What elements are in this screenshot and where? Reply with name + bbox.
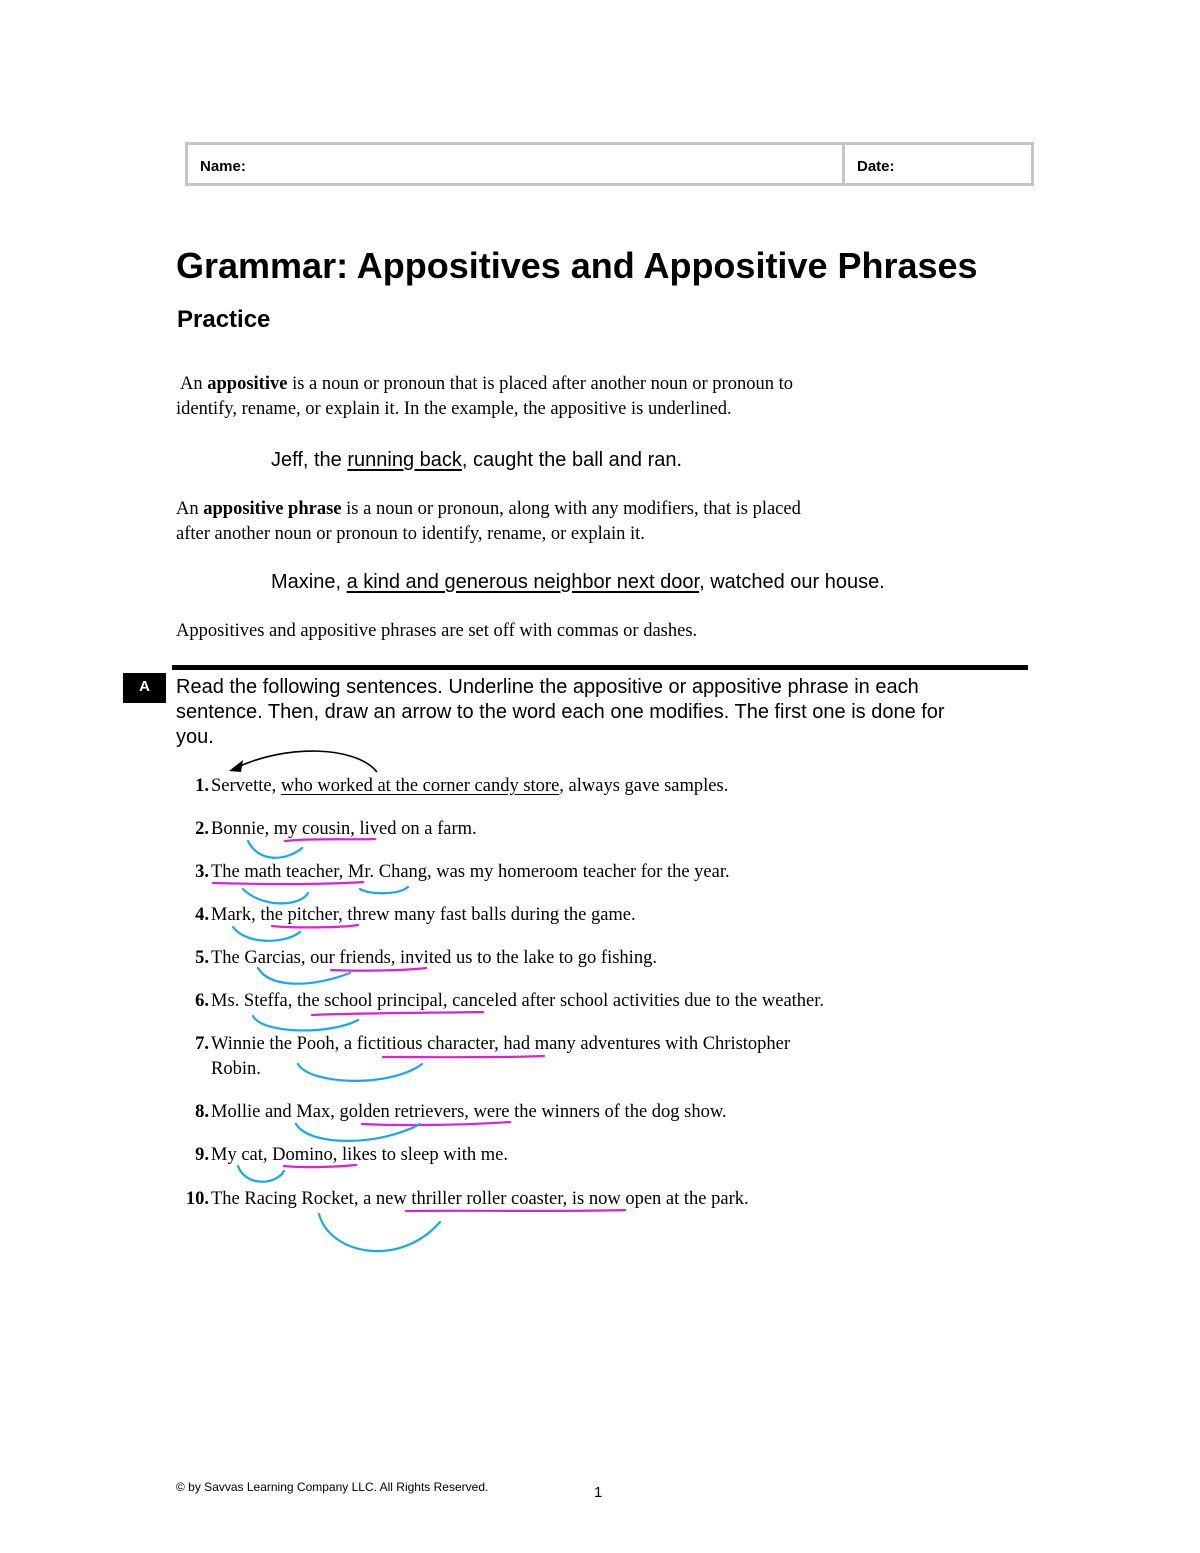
item-number: 8. [195, 1102, 209, 1122]
text-run: Servette, [211, 776, 281, 796]
sentence-text: My cat, Domino, likes to sleep with me. [211, 1145, 508, 1165]
text-run: Maxine, [271, 571, 347, 593]
item-number: 7. [195, 1034, 209, 1054]
example-appositive: running back [347, 449, 462, 471]
item-number: 1. [195, 776, 209, 796]
name-label: Name: [200, 158, 246, 175]
section-badge: A [123, 673, 166, 703]
example-arrow [229, 751, 377, 772]
text-run: identify, rename, or explain it. In the example, the appositive is underlined. [176, 399, 732, 419]
text-run: is a noun or pronoun, along with any modifiers, that is placed [341, 499, 801, 519]
item-number: 10. [185, 1189, 209, 1209]
item-number: 4. [195, 905, 209, 925]
item-number: 2. [195, 819, 209, 839]
sentence-text: The Racing Rocket, a new thriller roller coaster, is now open at the park. [211, 1189, 749, 1209]
sentence-text: The Garcias, our friends, invited us to the lake to go fishing. [211, 948, 657, 968]
sentence-item-7-continuation: Robin. [211, 1059, 261, 1079]
text-run: , watched our house. [699, 571, 885, 593]
text-run: , always gave samples. [559, 776, 729, 796]
item-number: 5. [195, 948, 209, 968]
date-label: Date: [857, 158, 895, 175]
page-subtitle: Practice [177, 306, 271, 333]
sentence-text: Mark, the pitcher, threw many fast balls during the game. [211, 905, 636, 925]
text-run: is a noun or pronoun that is placed after another noun or pronoun to [287, 374, 793, 394]
instruction-line: Read the following sentences. Underline the appositive or appositive phrase in each [176, 676, 919, 698]
page-title: Grammar: Appositives and Appositive Phrases [176, 245, 978, 286]
item-number: 3. [195, 862, 209, 882]
text-run: , caught the ball and ran. [461, 449, 683, 471]
student-arrows [233, 841, 440, 1251]
term-appositive-phrase: appositive phrase [203, 499, 342, 519]
text-run: after another noun or pronoun to identify, rename, or explain it. [176, 524, 645, 544]
text-run: An [176, 499, 204, 519]
example-underline: who worked at the corner candy store [280, 776, 560, 796]
sentence-text: Winnie the Pooh, a fictitious character, had many adventures with Christopher [211, 1034, 791, 1054]
instruction-line: sentence. Then, draw an arrow to the word each one modifies. The first one is done for [176, 701, 945, 723]
sentence-text: Bonnie, my cousin, lived on a farm. [211, 819, 477, 839]
sentence-text: Ms. Steffa, the school principal, canceled after school activities due to the weather. [211, 991, 825, 1011]
student-underlines [213, 839, 625, 1211]
sentence-text: The math teacher, Mr. Chang, was my homeroom teacher for the year. [211, 862, 730, 882]
example-appositive-phrase: a kind and generous neighbor next door [346, 571, 700, 593]
item-number: 9. [195, 1145, 209, 1165]
instruction-line: you. [176, 726, 214, 748]
sentence-text: Mollie and Max, golden retrievers, were the winners of the dog show. [211, 1102, 727, 1122]
note-text: Appositives and appositive phrases are set off with commas or dashes. [176, 621, 698, 641]
copyright-footer: © by Savvas Learning Company LLC. All Rights Reserved. [176, 1480, 489, 1494]
text-run: An [180, 374, 208, 394]
term-appositive: appositive [207, 374, 288, 394]
page-number: 1 [594, 1484, 603, 1501]
item-number: 6. [195, 991, 209, 1011]
text-run: Jeff, the [271, 449, 348, 471]
